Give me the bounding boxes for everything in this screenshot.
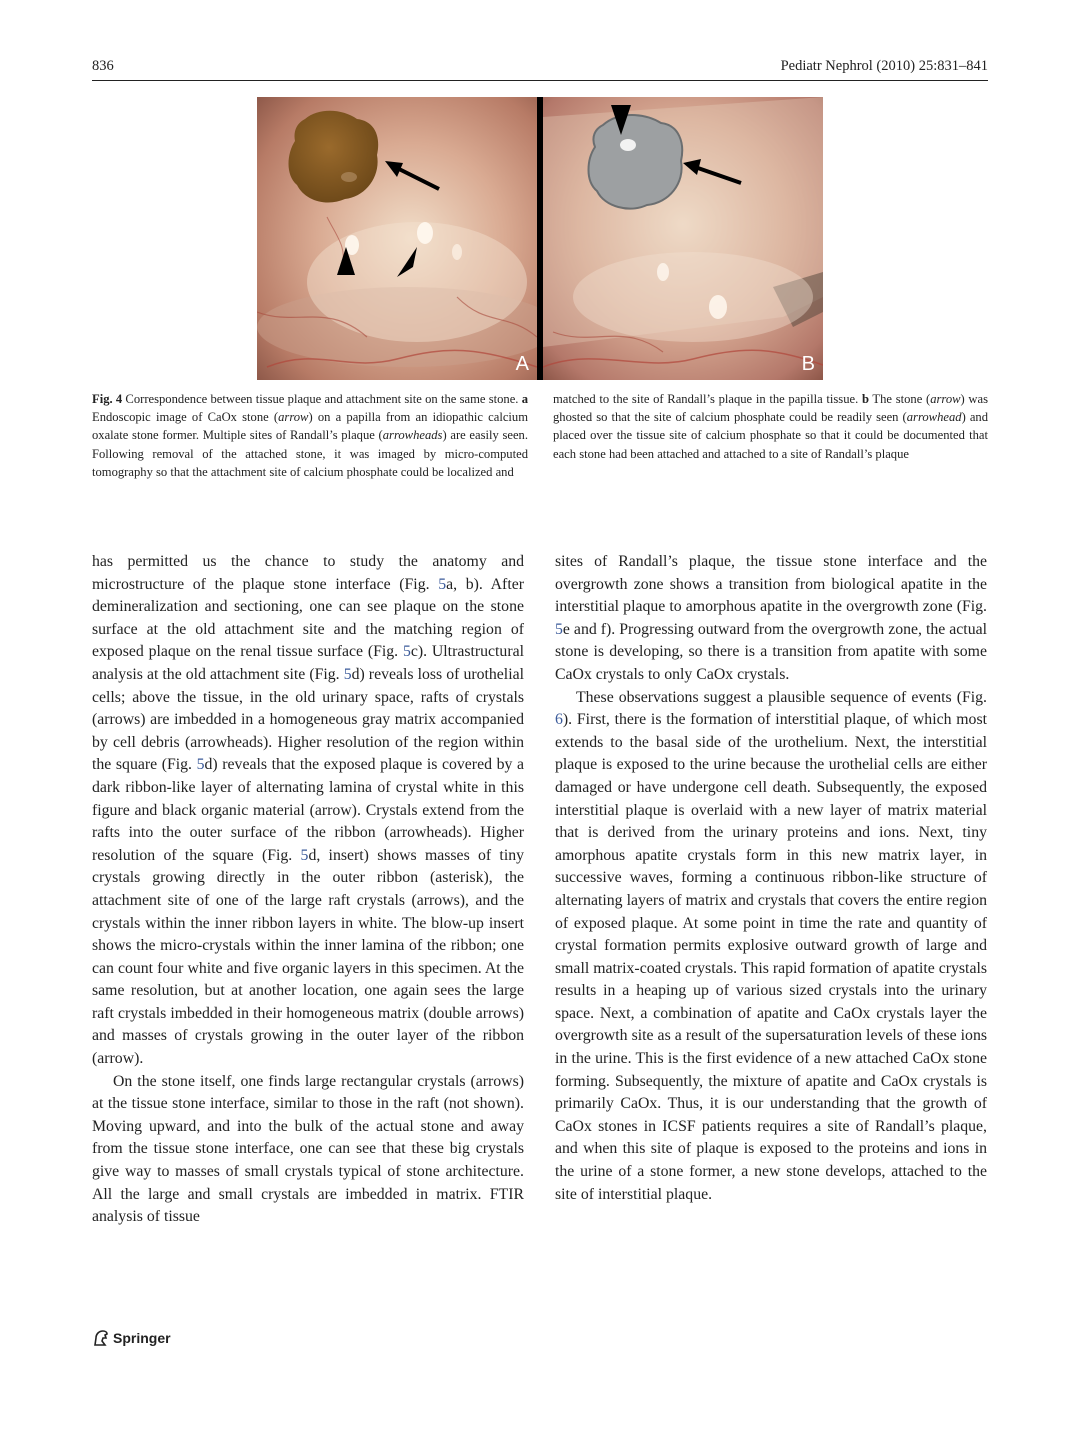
endoscopic-image-a — [257, 97, 537, 380]
springer-horse-icon — [92, 1329, 110, 1347]
body-column-right — [555, 551, 987, 1206]
figure-caption-left — [92, 390, 528, 481]
text-run: ) was ghosted so that the site of calcium phosphate could be readily seen ( — [553, 392, 988, 425]
text-run: These observations suggest a plausible sequence of events (Fig. — [576, 688, 987, 706]
page-number: 836 — [92, 58, 114, 74]
figure-reference-link[interactable]: 5 — [300, 846, 309, 864]
figure-reference-link[interactable]: 5 — [196, 756, 205, 774]
figure-reference-link[interactable]: 6 — [555, 711, 563, 729]
body-paragraph — [92, 551, 524, 1071]
calcium-phosphate-site — [620, 139, 636, 151]
text-run: On the stone itself, one finds large rectangular crystals (arrows) at the tissue stone interface, similar to those in the raft (not shown). Moving upward, and into the bulk of the actual stone and away from the tissue stone interface, one can see that these big crystals give way to masses of small crystals typical of stone architecture. All the large and small crystals are imbedded in matrix. FTIR analysis of tissue — [92, 1072, 524, 1226]
figure-panel-b — [543, 97, 823, 380]
text-run: c). Ultrastructural analysis at the old attachment site (Fig. — [92, 643, 524, 683]
journal-citation: Pediatr Nephrol (2010) 25:831–841 — [780, 58, 988, 74]
page-header — [92, 58, 988, 80]
header-rule — [92, 80, 988, 81]
text-run: has permitted us the chance to study the anatomy and microstructure of the plaque stone interface (Fig. — [92, 553, 524, 593]
figure-reference-link[interactable]: 5 — [555, 620, 563, 638]
text-run: b — [861, 392, 869, 406]
text-run: ) and placed over the tissue site of calcium phosphate so that it could be documented that each stone had been attached and attached to a site of Randall’s plaque — [553, 410, 989, 461]
panel-label-a: A — [515, 353, 529, 375]
text-run: d, insert) shows masses of tiny crystals growing directly in the outer ribbon (asterisk), the attachment site of one of the large raft crystals (arrows), and the crystals within the inner ribbon layers in white. The blow-up insert shows the micro-crystals within the inner lamina of the ribbon; one can count four white and five organic layers in this specimen. At the same resolution, but at another location, one again sees the large raft crystals imbedded in their homogeneous matrix (double arrows) and masses of crystals growing in the outer layer of the ribbon (arrow). — [92, 846, 524, 1068]
plaque-site — [417, 222, 433, 244]
text-run: d) reveals that the exposed plaque is covered by a dark ribbon-like layer of alternating lamina of crystal white in this figure and black organic material (arrow). Crystals extend from the rafts into the outer surface of the ribbon (arrowheads). Higher resolution of the square (Fig. — [92, 756, 524, 864]
caox-stone — [289, 111, 379, 203]
body-paragraph — [555, 687, 987, 1207]
text-run: arrowhead — [906, 410, 962, 425]
ghosted-stone — [589, 115, 683, 209]
text-run: arrow — [278, 410, 309, 425]
text-run: e and f). Progressing outward from the overgrowth zone, the actual stone is developing, so there is a transition from apatite with some CaOx crystals to only CaOx crystals. — [555, 620, 987, 683]
text-run: Correspondence between tissue plaque and attachment site on the same stone. — [122, 392, 522, 406]
text-run: d) reveals loss of urothelial cells; above the tissue, in the old urinary space, rafts of crystals (arrows) are imbedded in a homogeneous gray matrix accompanied by cell debris (arrowheads). Higher resolution of the region within the square (Fig. — [92, 665, 524, 774]
publisher-footer — [92, 1329, 171, 1347]
overlay-image-b — [543, 97, 823, 380]
panel-label-b: B — [801, 353, 815, 375]
publisher-name: Springer — [113, 1330, 171, 1346]
figure-reference-link[interactable]: 5 — [438, 575, 447, 593]
text-run: ) are easily seen. Following removal of the attached stone, it was imaged by micro-computed tomography so that the attachment site of calcium phosphate could be localized and — [92, 428, 528, 479]
figure-4 — [257, 97, 823, 380]
figure-reference-link[interactable]: 5 — [343, 665, 352, 683]
text-run: a — [521, 392, 528, 406]
text-run: arrow — [930, 392, 961, 406]
text-run: ). First, there is the formation of interstitial plaque, of which most extends to the basal side of the urothelium. Next, the interstitial plaque is exposed to the urine because the urothelial cells are either damaged or have undergone cell death. Subsequently, the exposed interstitial plaque is overlaid with a new layer of matrix material that is derived from the urinary proteins and ions. Next, tiny amorphous apatite crystals form in this new matrix layer, in successive waves, forming a continuous ribbon-like structure of alternating layers of matrix and crystals that covers the entire region of exposed plaque. At some point in time the rate and quantity of crystal formation permits explosive outward growth of large and small matrix-coated crystals. This rapid formation of apatite crystals results in a heaping up of various sized crystals into the urinary space. Next, a combination of apatite and CaOx crystals layer the overgrowth site as a result of the supersaturation levels of these ions in the urine. This is the first evidence of a new attached CaOx stone forming. Subsequently, the mixture of apatite and CaOx crystals is primarily CaOx. Thus, it is our understanding that the growth of CaOx stones in ICSF patients requires a site of Randall’s plaque, and when this site of plaque is exposed to the proteins and ions in the urine of a stone former, a new stone develops, attached to the site of interstitial plaque. — [555, 711, 987, 1203]
body-paragraph — [92, 1071, 524, 1229]
text-run: sites of Randall’s plaque, the tissue stone interface and the overgrowth zone shows a transition from biological apatite in the interstitial plaque to amorphous apatite in the overgrowth zone (Fig. — [555, 553, 987, 616]
text-run: Fig. 4 — [92, 392, 123, 406]
body-paragraph — [555, 551, 987, 687]
text-run: The stone ( — [868, 392, 931, 406]
text-run: matched to the site of Randall’s plaque in the papilla tissue. — [553, 392, 862, 406]
text-run: a, b). After demineralization and sectioning, one can see plaque on the stone surface at the old attachment site and the matching region of exposed plaque on the renal tissue surface (Fig. — [92, 575, 524, 661]
figure-panel-a — [257, 97, 537, 380]
figure-reference-link[interactable]: 5 — [402, 643, 411, 661]
figure-caption-right — [553, 390, 988, 463]
body-column-left — [92, 551, 524, 1229]
text-run: ) on a papilla from an idiopathic calcium oxalate stone former. Multiple sites of Randall’s plaque ( — [92, 410, 529, 443]
text-run: arrowheads — [382, 428, 443, 443]
text-run: Endoscopic image of CaOx stone ( — [92, 410, 279, 425]
